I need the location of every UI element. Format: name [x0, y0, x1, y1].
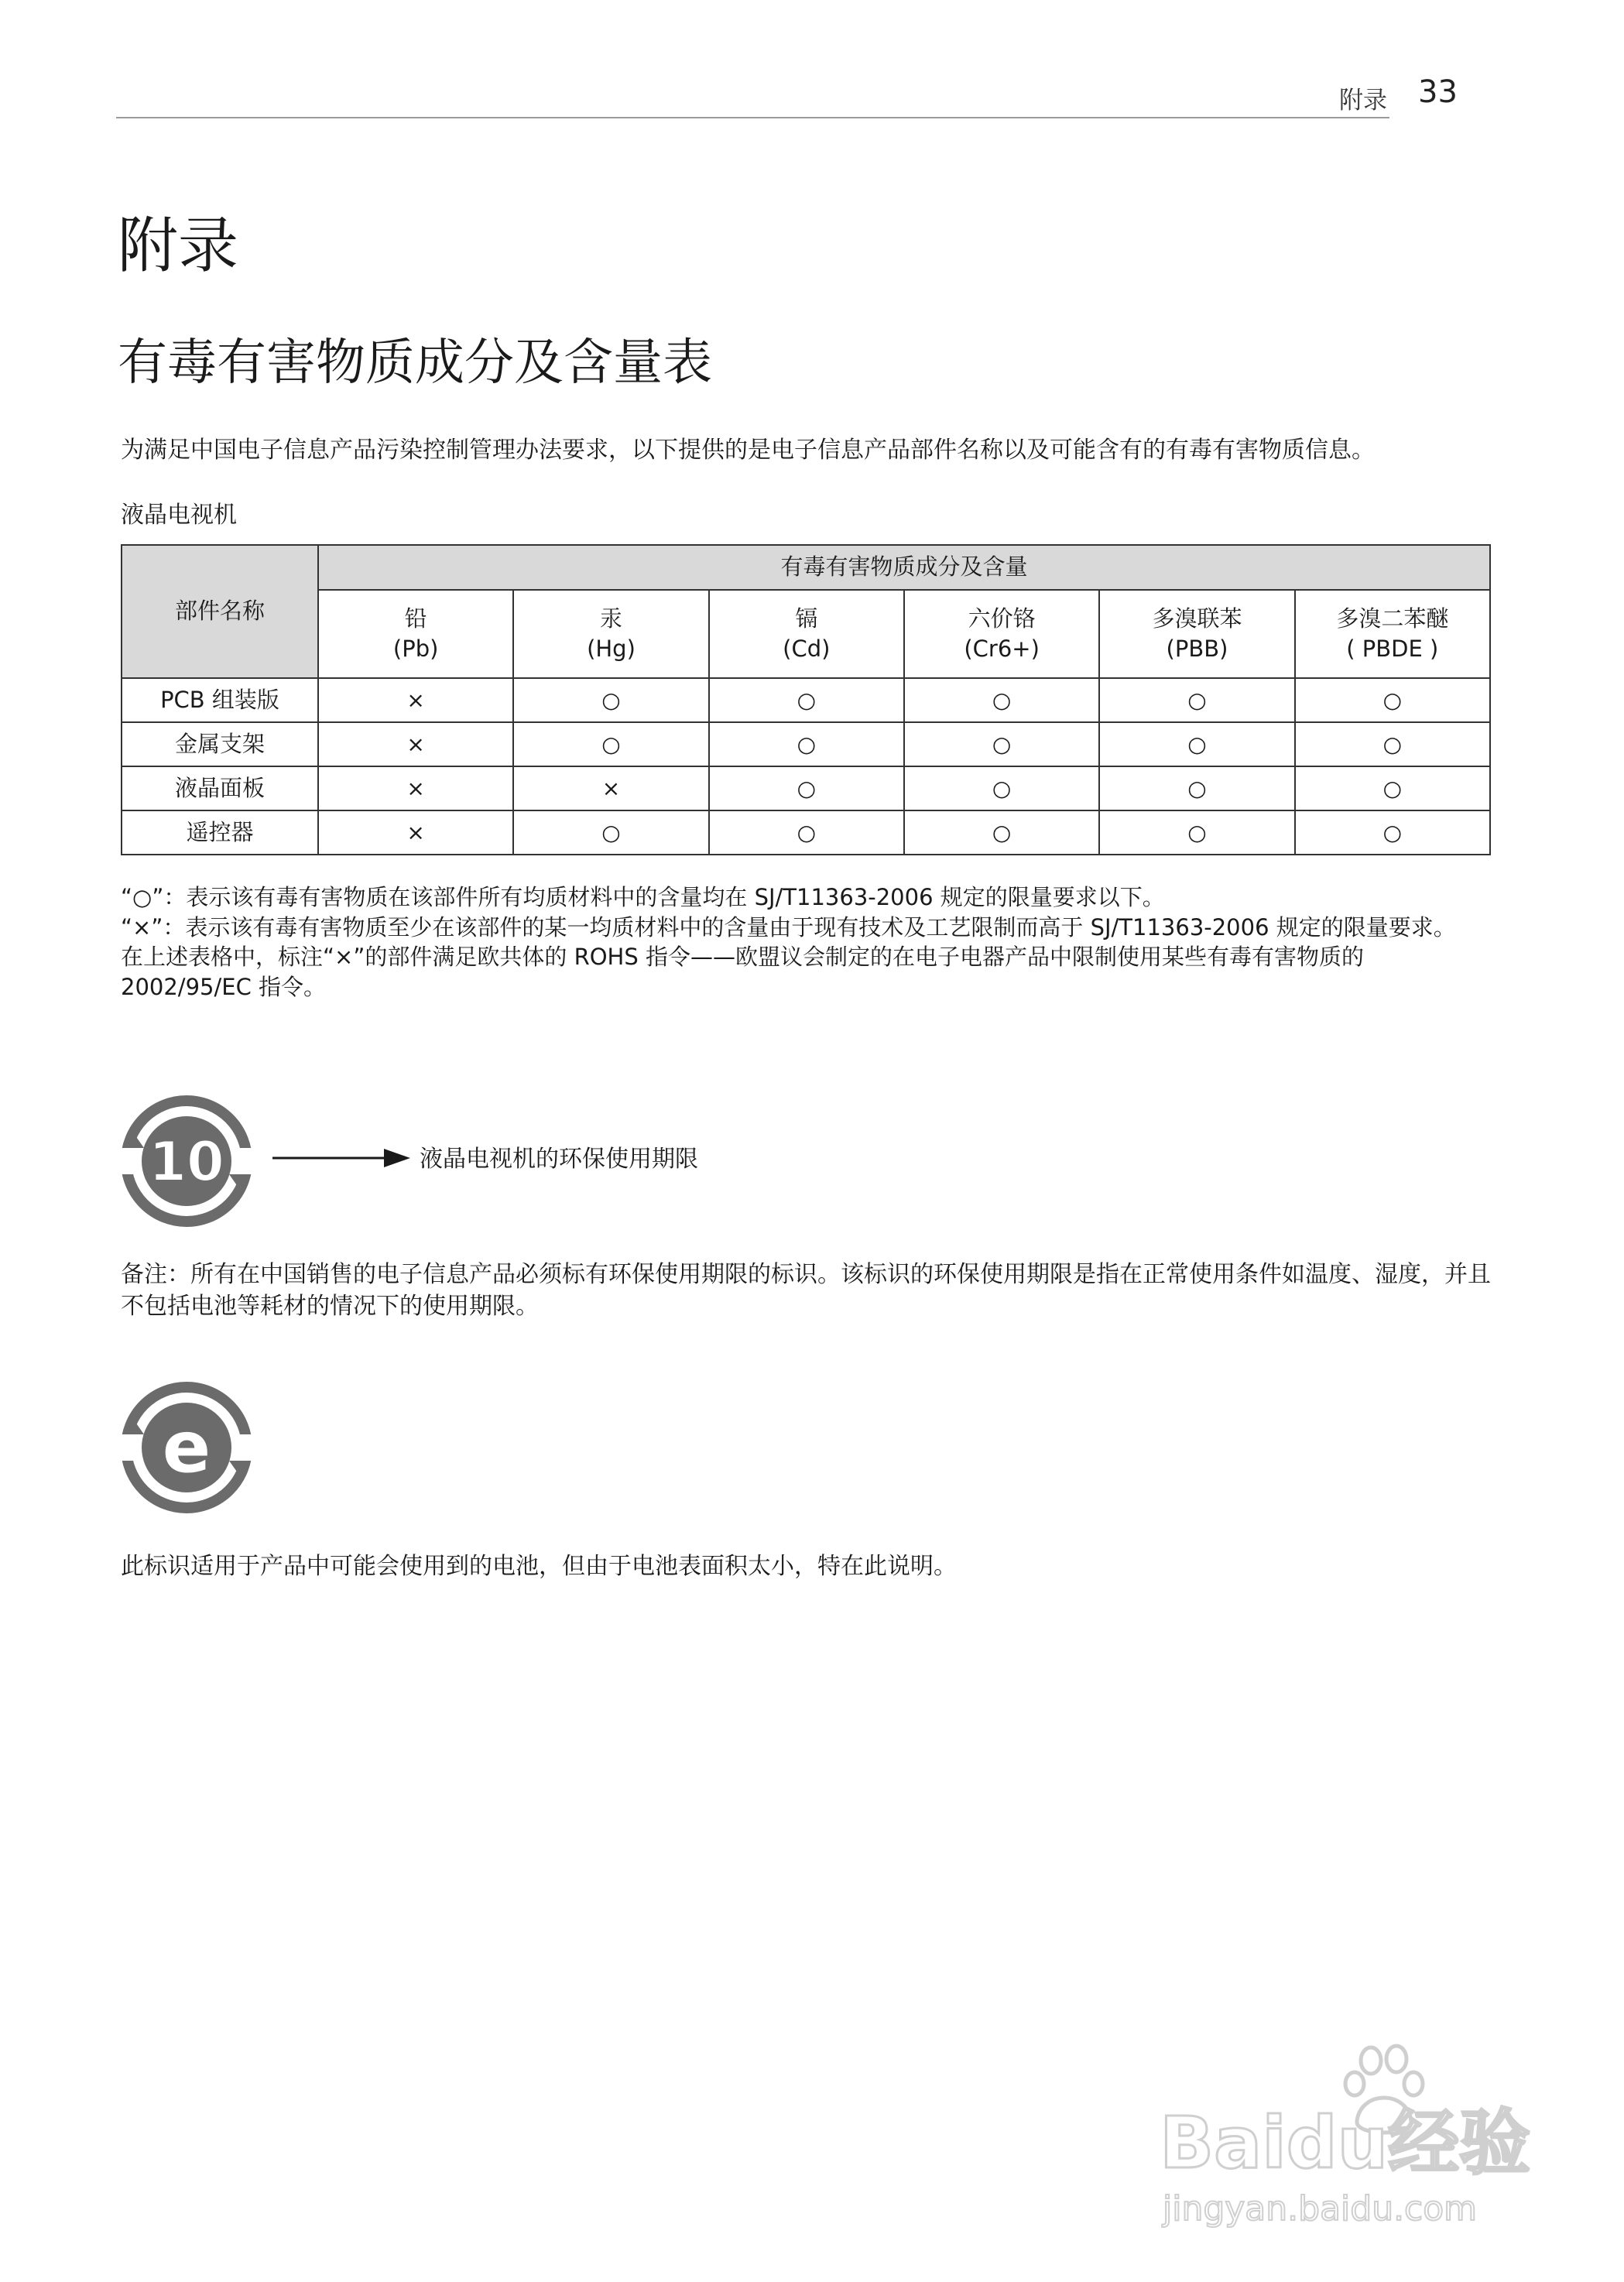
mark-cell: ○ [513, 722, 708, 766]
table-row [122, 810, 1490, 855]
remark-text: 备注：所有在中国销售的电子信息产品必须标有环保使用期限的标识。该标识的环保使用期限是指在正常使用条件如温度、湿度，并且不包括电池等耗材的情况下的使用期限。 [121, 1261, 1491, 1320]
mark-cell: ○ [1295, 678, 1490, 722]
e-recycle-logo-icon [119, 1380, 254, 1515]
mark-cell: ○ [1099, 722, 1294, 766]
epup-number: 10 [149, 1130, 224, 1194]
mark-cell: ○ [1295, 766, 1490, 810]
table-notes [121, 882, 1491, 1002]
page-title: 附录 [118, 211, 239, 281]
part-cell: PCB 组装版 [122, 678, 318, 722]
mark-cell: × [318, 810, 513, 855]
mark-cell: ○ [709, 678, 904, 722]
substance-header-mercury: 汞 (Hg) [513, 590, 708, 678]
note-circle: “○”：表示该有毒有害物质在该部件所有均质材料中的含量均在 SJ/T11363-2006 规定的限量要求以下。 [121, 884, 1165, 910]
intro-text: 为满足中国电子信息产品污染控制管理办法要求，以下提供的是电子信息产品部件名称以及可能含有的有毒有害物质信息。 [121, 437, 1375, 464]
mark-cell: × [318, 766, 513, 810]
mark-cell: × [318, 722, 513, 766]
epup-caption: 液晶电视机的环保使用期限 [420, 1146, 698, 1173]
watermark-url: jingyan.baidu.com [1163, 2189, 1478, 2229]
substance-header-cadmium: 镉 (Cd) [709, 590, 904, 678]
mark-cell: ○ [1295, 722, 1490, 766]
mark-cell: ○ [709, 766, 904, 810]
arrow-right-icon [272, 1147, 410, 1169]
header-section-label: 附录 [1339, 87, 1387, 115]
table-row [122, 766, 1490, 810]
battery-note: 此标识适用于产品中可能会使用到的电池，但由于电池表面积太小，特在此说明。 [121, 1553, 957, 1580]
product-name: 液晶电视机 [121, 502, 237, 529]
baidu-jingyan-watermark [1152, 2044, 1554, 2233]
mark-cell: × [318, 678, 513, 722]
substance-header-chromium: 六价铬 (Cr6+) [904, 590, 1099, 678]
e-letter: e [162, 1406, 211, 1489]
substance-group-header: 有毒有害物质成分及含量 [318, 545, 1490, 590]
mark-cell: ○ [904, 722, 1099, 766]
part-cell: 液晶面板 [122, 766, 318, 810]
mark-cell: ○ [1099, 678, 1294, 722]
substance-header-pbde: 多溴二苯醚 ( PBDE ) [1295, 590, 1490, 678]
part-name-header: 部件名称 [122, 545, 318, 678]
mark-cell: ○ [709, 810, 904, 855]
mark-cell: × [513, 766, 708, 810]
mark-cell: ○ [513, 678, 708, 722]
substance-header-pbb: 多溴联苯 (PBB) [1099, 590, 1294, 678]
section-title: 有毒有害物质成分及含量表 [118, 334, 712, 392]
note-cross: “×”：表示该有毒有害物质至少在该部件的某一均质材料中的含量由于现有技术及工艺限制而高于 SJ/T11363-2006 规定的限量要求。 [121, 913, 1456, 941]
note-rohs: 在上述表格中，标注“×”的部件满足欧共体的 ROHS 指令——欧盟议会制定的在电子电器产品中限制使用某些有毒有害物质的 2002/95/EC 指令。 [121, 944, 1364, 1000]
mark-cell: ○ [904, 810, 1099, 855]
hazardous-substance-table [121, 544, 1491, 855]
mark-cell: ○ [1295, 810, 1490, 855]
substance-header-lead: 铅 (Pb) [318, 590, 513, 678]
table-row [122, 678, 1490, 722]
table-row [122, 722, 1490, 766]
page-number: 33 [1418, 74, 1458, 110]
header-rule [116, 117, 1389, 118]
watermark-brand: Baidu经验 [1160, 2102, 1531, 2184]
mark-cell: ○ [709, 722, 904, 766]
mark-cell: ○ [904, 766, 1099, 810]
part-cell: 遥控器 [122, 810, 318, 855]
mark-cell: ○ [904, 678, 1099, 722]
part-cell: 金属支架 [122, 722, 318, 766]
mark-cell: ○ [513, 810, 708, 855]
mark-cell: ○ [1099, 766, 1294, 810]
mark-cell: ○ [1099, 810, 1294, 855]
epup-10-logo-icon [119, 1094, 254, 1228]
